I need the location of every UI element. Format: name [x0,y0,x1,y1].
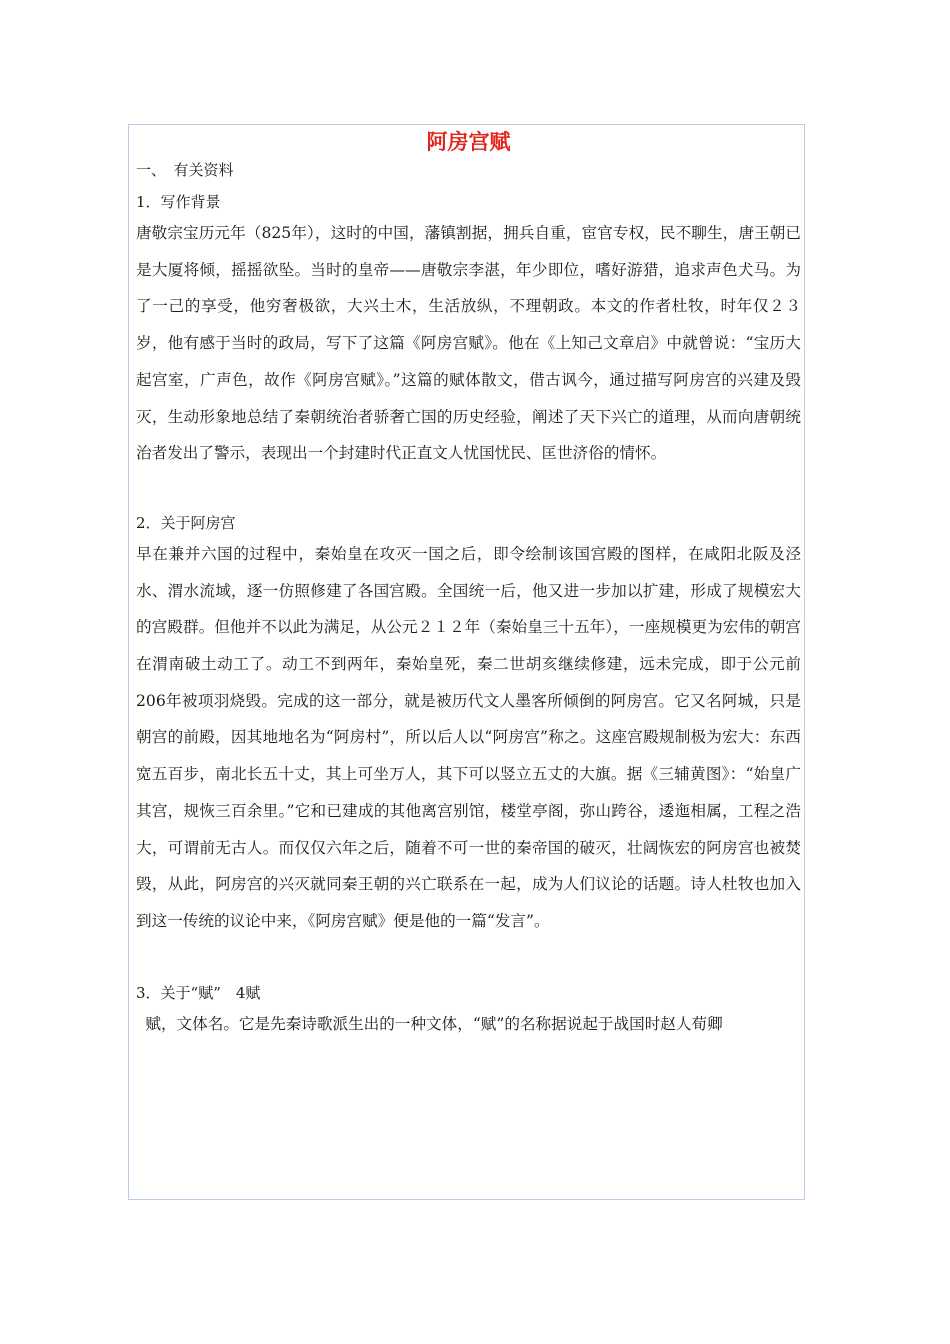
section-heading-1: 一、 有关资料 [136,161,234,179]
subsection-heading-background: 1．写作背景 [136,193,221,211]
paragraph-fu: 赋，文体名。它是先秦诗歌派生出的一种文体，“赋”的名称据说起于战国时赵人荀卿 [145,1014,723,1033]
paragraph-gap [136,472,801,510]
paragraph-background: 唐敬宗宝历元年（825年），这时的中国，藩镇割据，拥兵自重，宦官专权，民不聊生，唐王朝已是大厦将倾，摇摇欲坠。当时的皇帝——唐敬宗李湛，年少即位，嗜好游猎，追求声色犬马。为了一己的享受，他穷奢极欲，大兴土木，生活放纵，不理朝政。本文的作者杜牧，时年仅２３岁，他有感于当时的政局，写下了这篇《阿房宫赋》。他在《上知己文章启》中就曾说：“宝历大起宫室，广声色，故作《阿房宫赋》。”这篇的赋体散文，借古讽今，通过描写阿房宫的兴建及毁灭，生动形象地总结了秦朝统治者骄奢亡国的历史经验，阐述了天下兴亡的道理，从而向唐朝统治者发出了警示，表现出一个封建时代正直文人忧国忧民、匡世济俗的情怀。 [136,224,801,463]
subsection-heading-fu: 3．关于“赋” 4赋 [136,983,261,1002]
document-body [136,125,801,1042]
document-frame [128,124,805,1200]
paragraph-gap [136,940,801,980]
subsection-heading-epang-palace: 2．关于阿房宫 [136,513,236,532]
paragraph-epang-palace: 早在兼并六国的过程中，秦始皇在攻灭一国之后，即令绘制该国宫殿的图样，在咸阳北阪及泾水、渭水流域，逐一仿照修建了各国宫殿。全国统一后，他又进一步加以扩建，形成了规模宏大的宫殿群。但他并不以此为满足，从公元２１２年（秦始皇三十五年），一座规模更为宏伟的朝宫在渭南破土动工了。动工不到两年，秦始皇死，秦二世胡亥继续修建，远未完成，即于公元前206年被项羽烧毁。完成的这一部分，就是被历代文人墨客所倾倒的阿房宫。它又名阿城，只是朝宫的前殿，因其地地名为“阿房村”，所以后人以“阿房宫”称之。这座宫殿规制极为宏大：东西宽五百步，南北长五十丈，其上可坐万人，其下可以竖立五丈的大旗。据《三辅黄图》：“始皇广其宫，规恢三百余里。”它和已建成的其他离宫别馆，楼堂亭阁，弥山跨谷，逶迤相属，工程之浩大，可谓前无古人。而仅仅六年之后，随着不可一世的秦帝国的破灭，壮阔恢宏的阿房宫也被焚毁，从此，阿房宫的兴灭就同秦王朝的兴亡联系在一起，成为人们议论的话题。诗人杜牧也加入到这一传统的议论中来，《阿房宫赋》便是他的一篇“发言”。 [136,544,801,930]
document-title: 阿房宫赋 [426,130,511,154]
